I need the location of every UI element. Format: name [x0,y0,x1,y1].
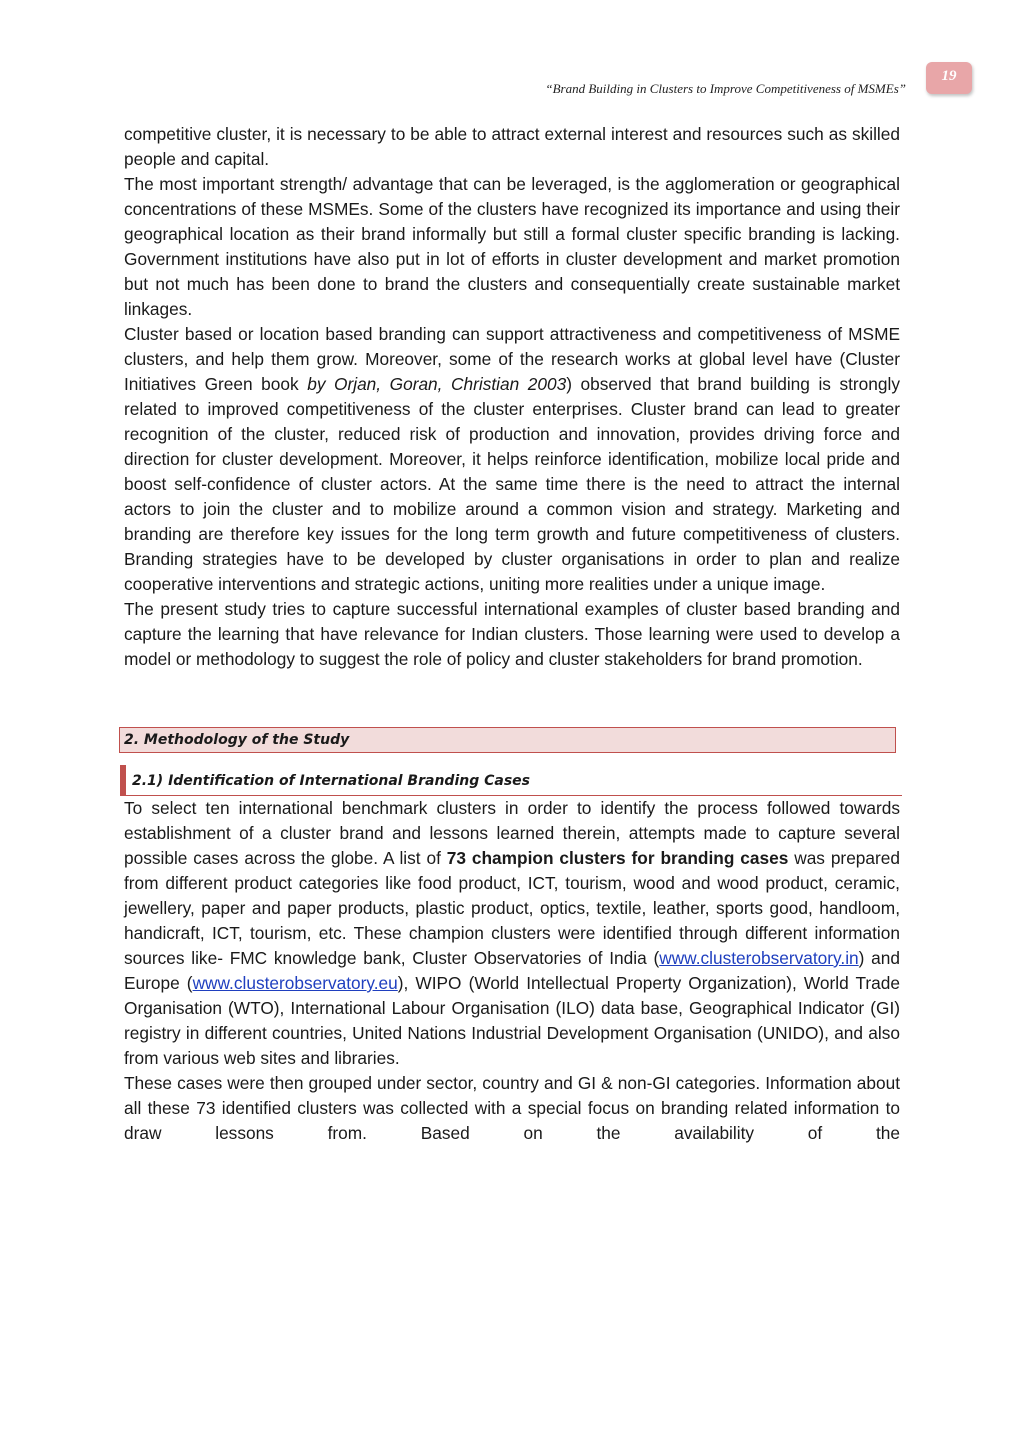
paragraph-5-bold: 73 champion clusters for branding cases [446,848,789,868]
subsection-heading-label: 2.1) Identification of International Branding Cases [132,773,530,789]
paragraph-3-text-a: Cluster based or location based branding can support attractiveness and competitiveness of MSME clusters, and help them grow. Moreover, some of the research works at global level have (Cluster Initiatives Green book [124,324,900,394]
subsection-heading [120,765,902,796]
paragraph-2: The most important strength/ advantage that can be leveraged, is the agglomeration or geographical concentrations of these MSMEs. Some of the clusters have recognized its importance and using their geographical location as their brand informally but still a formal cluster specific branding is lacking. Government institutions have also put in lot of efforts in cluster development and market promotion but not much has been done to brand the clusters and consequentially create sustainable market linkages. [124,174,900,319]
paragraph-5 [124,796,900,1071]
paragraph-1: competitive cluster, it is necessary to be able to attract external interest and resources such as skilled people and capital. [124,124,900,169]
document-body [124,122,900,1146]
paragraph-5-text-c: ) and Europe ( [124,948,901,993]
paragraph-3 [124,322,900,597]
cluster-observatory-europe-link[interactable]: www.clusterobservatory.eu [192,973,398,993]
running-header: “Brand Building in Clusters to Improve Competitiveness of MSMEs” [545,81,906,96]
paragraph-3-text-b: ) observed that brand building is strongly related to improved competitiveness of the cluster enterprises. Cluster brand can lead to greater recognition of the cluster, reduced risk of production and innovation, provides driving force and direction for cluster development. Moreover, it helps reinforce identification, mobilize local pride and boost self-confidence of cluster actors. At the same time there is the need to attract the internal actors to join the cluster and to mobilize around a common vision and strategy. Marketing and branding are therefore key issues for the long term growth and future competitiveness of clusters. Branding strategies have to be developed by cluster organisations in order to plan and realize cooperative interventions and strategic actions, uniting more realities under a unique image. [124,374,900,594]
paragraph-5-text-d: ), WIPO (World Intellectual Property Organization), World Trade Organisation (WTO), International Labour Organisation (ILO) data base, Geographical Indicator (GI) registry in different countries, United Nations Industrial Development Organisation (UNIDO), and also from various web sites and libraries. [124,973,900,1068]
page-number-badge: 19 [926,62,972,94]
paragraph-4: The present study tries to capture successful international examples of cluster based branding and capture the learning that have relevance for Indian clusters. Those learning were used to develop a model or methodology to suggest the role of policy and cluster stakeholders for brand promotion. [124,599,900,669]
subsection-accent-bar [120,765,126,796]
cluster-observatory-india-link[interactable]: www.clusterobservatory.in [659,948,859,968]
citation-italic: by Orjan, Goran, Christian 2003 [307,374,567,394]
paragraph-6: These cases were then grouped under sector, country and GI & non-GI categories. Information about all these 73 identified clusters was collected with a special focus on branding related information to draw lessons from. Based on the availability of the [124,1073,900,1143]
paragraph-5-text-a: To select ten international benchmark clusters in order to identify the process followed towards establishment of a cluster brand and lessons learned therein, attempts made to capture several possible cases across the globe. A list of [124,798,900,868]
section-heading: 2. Methodology of the Study [119,727,896,753]
paragraph-5-text-b: was prepared from different product categories like food product, ICT, tourism, wood and wood product, ceramic, jewellery, paper and paper products, plastic product, optics, textile, leather, sports good, handloom, handicraft, ICT, tourism, etc. These champion clusters were identified through different information sources like- FMC knowledge bank, Cluster Observatories of India ( [124,848,901,968]
